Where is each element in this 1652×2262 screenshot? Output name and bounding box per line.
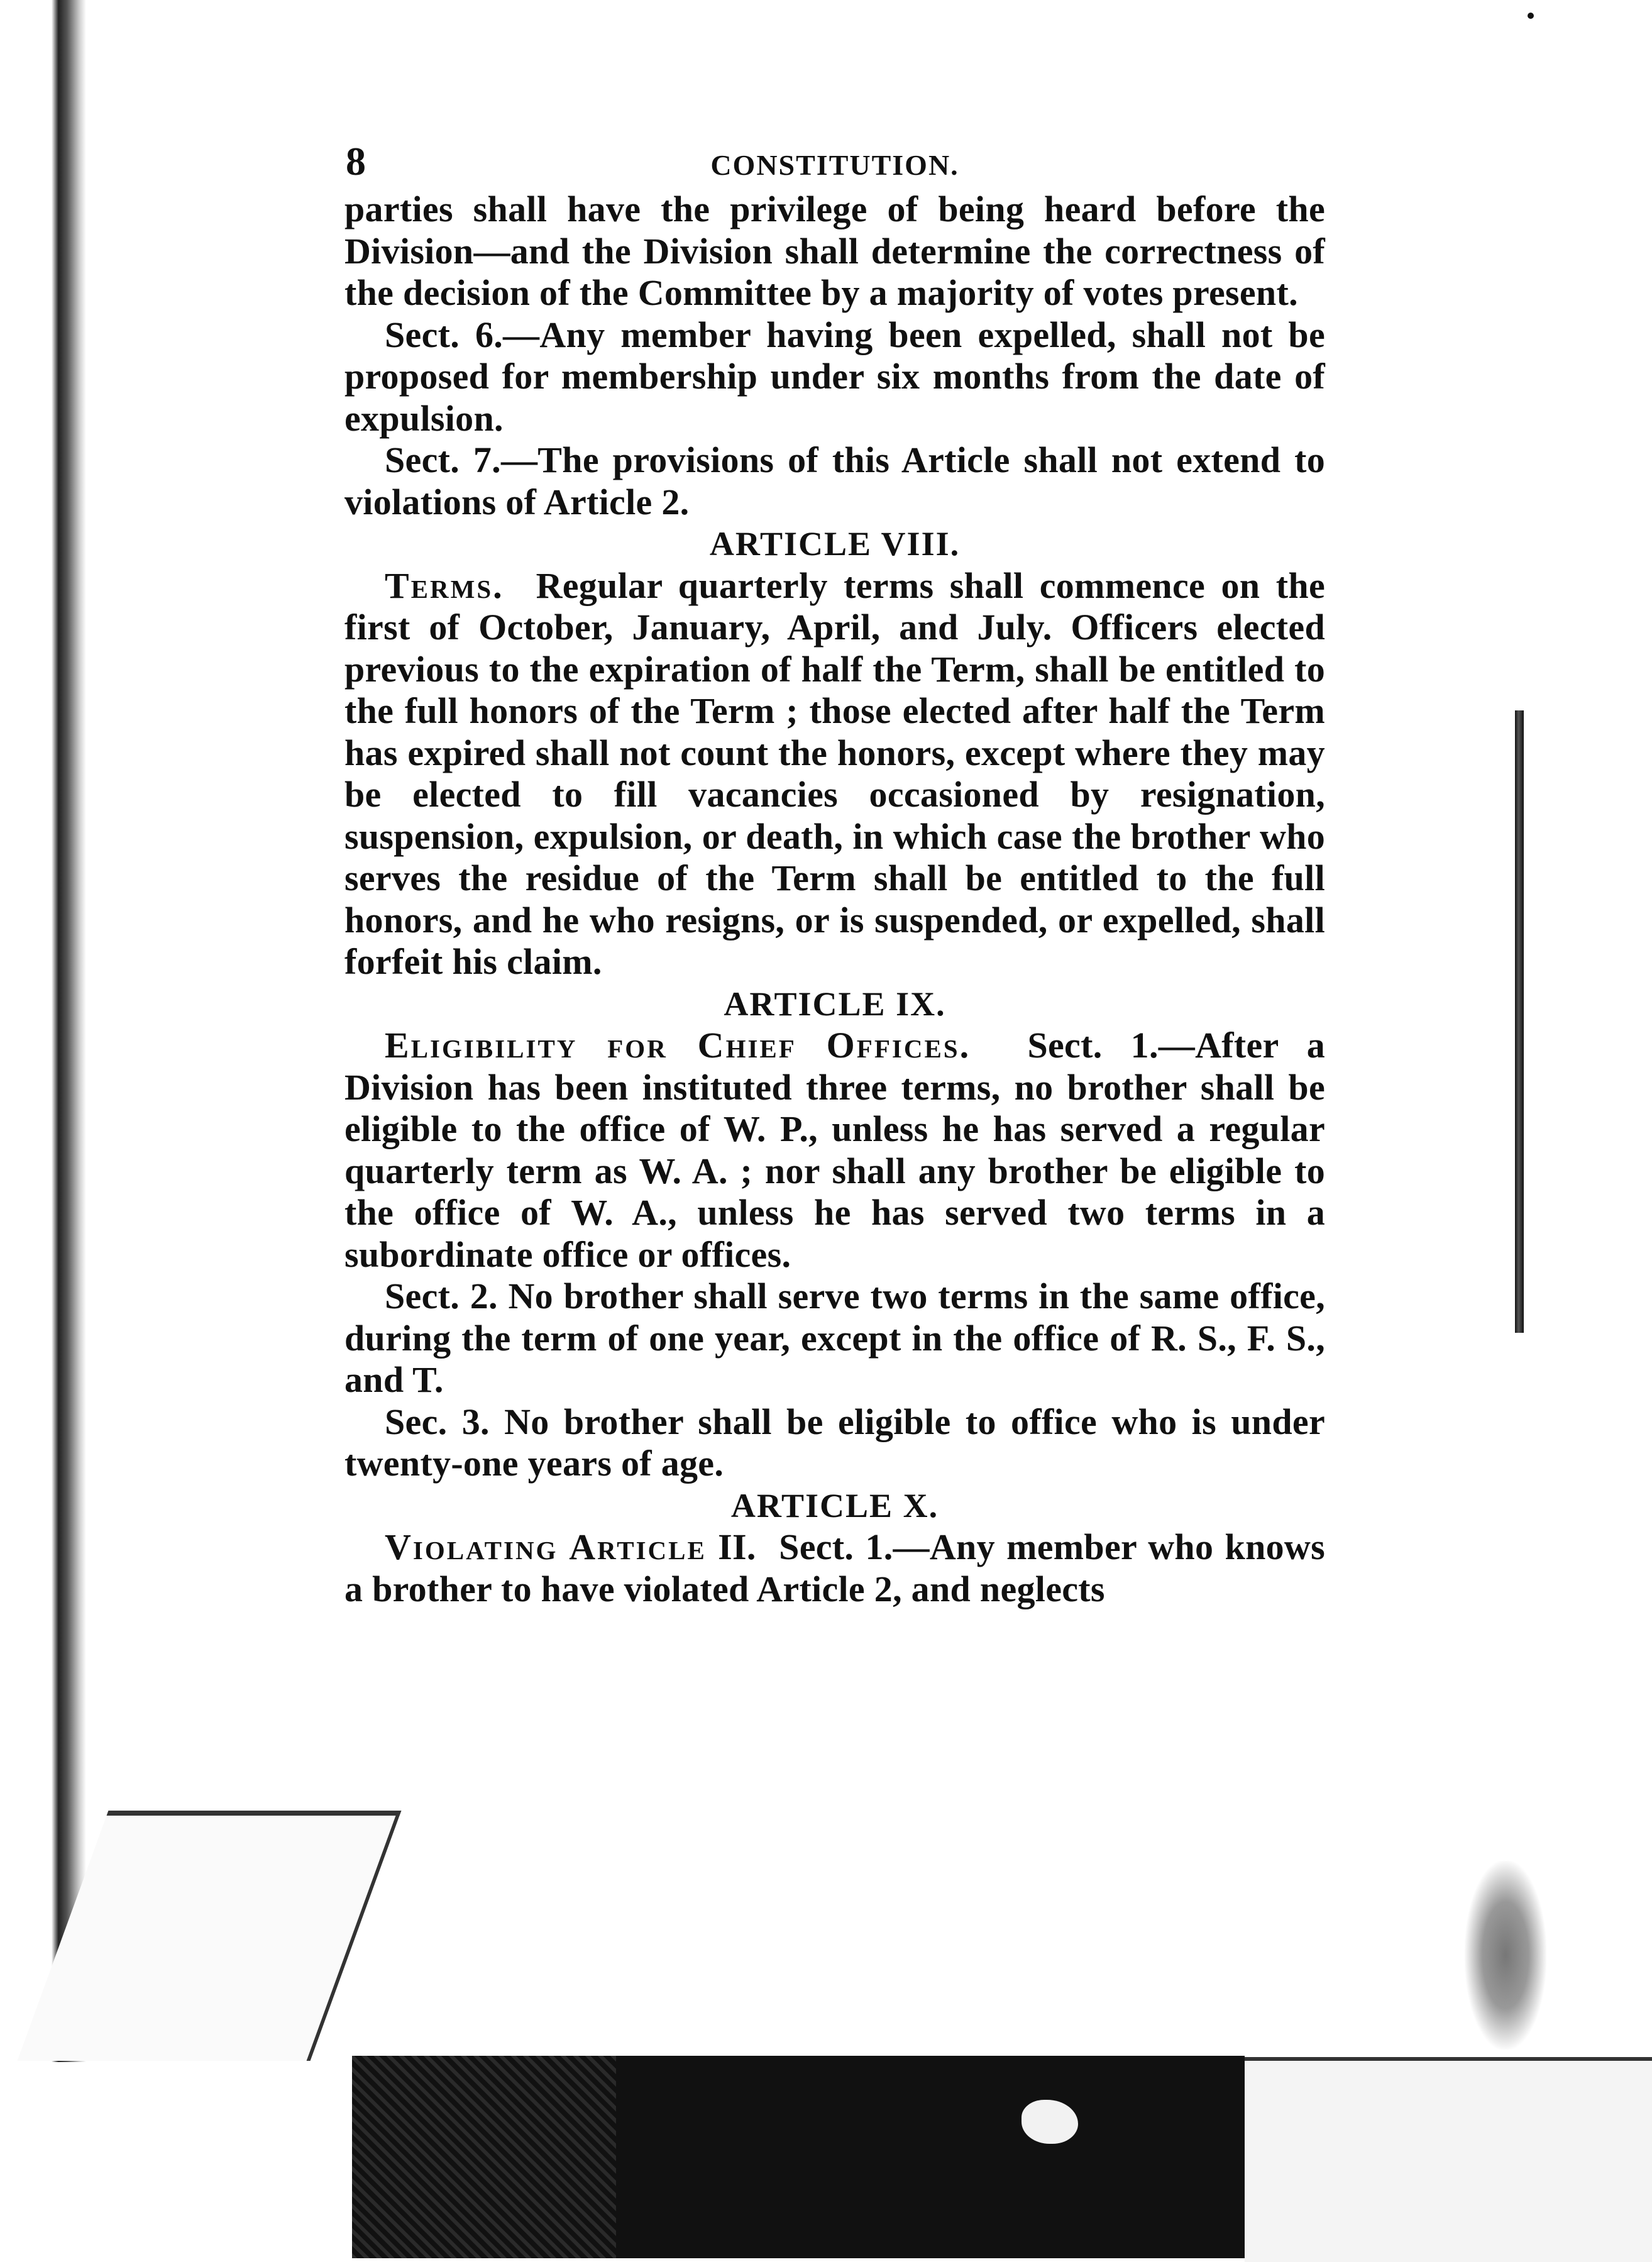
article-x-heading: ARTICLE X.	[730, 1486, 939, 1525]
article-x-paragraph	[344, 1526, 1325, 1610]
article-x-body: Sect. 1.—Any member who knows a brother to have violated Article 2, and neglects	[344, 1526, 1325, 1609]
article-ix-sect-3: Sec. 3. No brother shall be eligible to office who is under twenty-one years of age.	[344, 1401, 1325, 1484]
article-ix-sect-2: Sect. 2. No brother shall serve two terms in the same office, during the term of one year, except in the office of R. S., F. S., and T.	[344, 1276, 1325, 1400]
article-viii-body: Regular quarterly terms shall commence on the first of October, January, April, and July. Officers elected previous to the expiration of half the Term, shall be entitled to the full honors of the Term ; those elected after half the Term has expired shall not count the honors, except where they may be elected to fill vacancies occasioned by resignation, suspension, expulsion, or death, in which case the brother who serves the residue of the Term shall be entitled to the full honors, and he who resigns, or is suspended, or expelled, shall forfeit his claim.	[344, 565, 1325, 982]
running-title: CONSTITUTION.	[710, 149, 959, 181]
article-x-lead-numeral: II.	[718, 1526, 756, 1567]
article-viii-lead: Terms.	[385, 565, 504, 606]
article-ix-paragraph	[344, 1025, 1325, 1276]
document-page	[344, 132, 1325, 1610]
page-number: 8	[346, 139, 366, 184]
article-x-lead: Violating Article	[385, 1526, 707, 1567]
article-viii-heading: ARTICLE VIII.	[709, 525, 961, 563]
article-ix-lead: Eligibility for Chief Offices.	[385, 1025, 971, 1066]
scan-background-texture	[352, 2056, 616, 2258]
scan-background-light	[1245, 2057, 1652, 2262]
page-fold-line	[1515, 710, 1524, 1333]
article-ix-heading: ARTICLE IX.	[724, 985, 946, 1023]
ink-dot	[1528, 13, 1534, 19]
ink-stain	[1465, 1861, 1546, 2050]
paragraph-sect-6: Sect. 6.—Any member having been expelled, shall not be proposed for membership under six months from the date of expulsion.	[344, 314, 1325, 439]
book-spine-edge	[52, 0, 86, 2062]
paragraph-sect-7: Sect. 7.—The provisions of this Article shall not extend to violations of Article 2.	[344, 439, 1325, 522]
article-ix-body: Sect. 1.—After a Division has been instituted three terms, no brother shall be eligible to the office of W. P., unless he has served a regular quarterly term as W. A. ; nor shall any brother be eligible to the office of W. A., unless he has served two terms in a subordinate office or offices.	[344, 1025, 1325, 1275]
running-header	[344, 132, 1325, 189]
article-viii-paragraph	[344, 565, 1325, 983]
paragraph-continued: parties shall have the privilege of being heard before the Division—and the Division shall determine the correctness of the decision of the Committee by a majority of votes present.	[344, 189, 1325, 313]
